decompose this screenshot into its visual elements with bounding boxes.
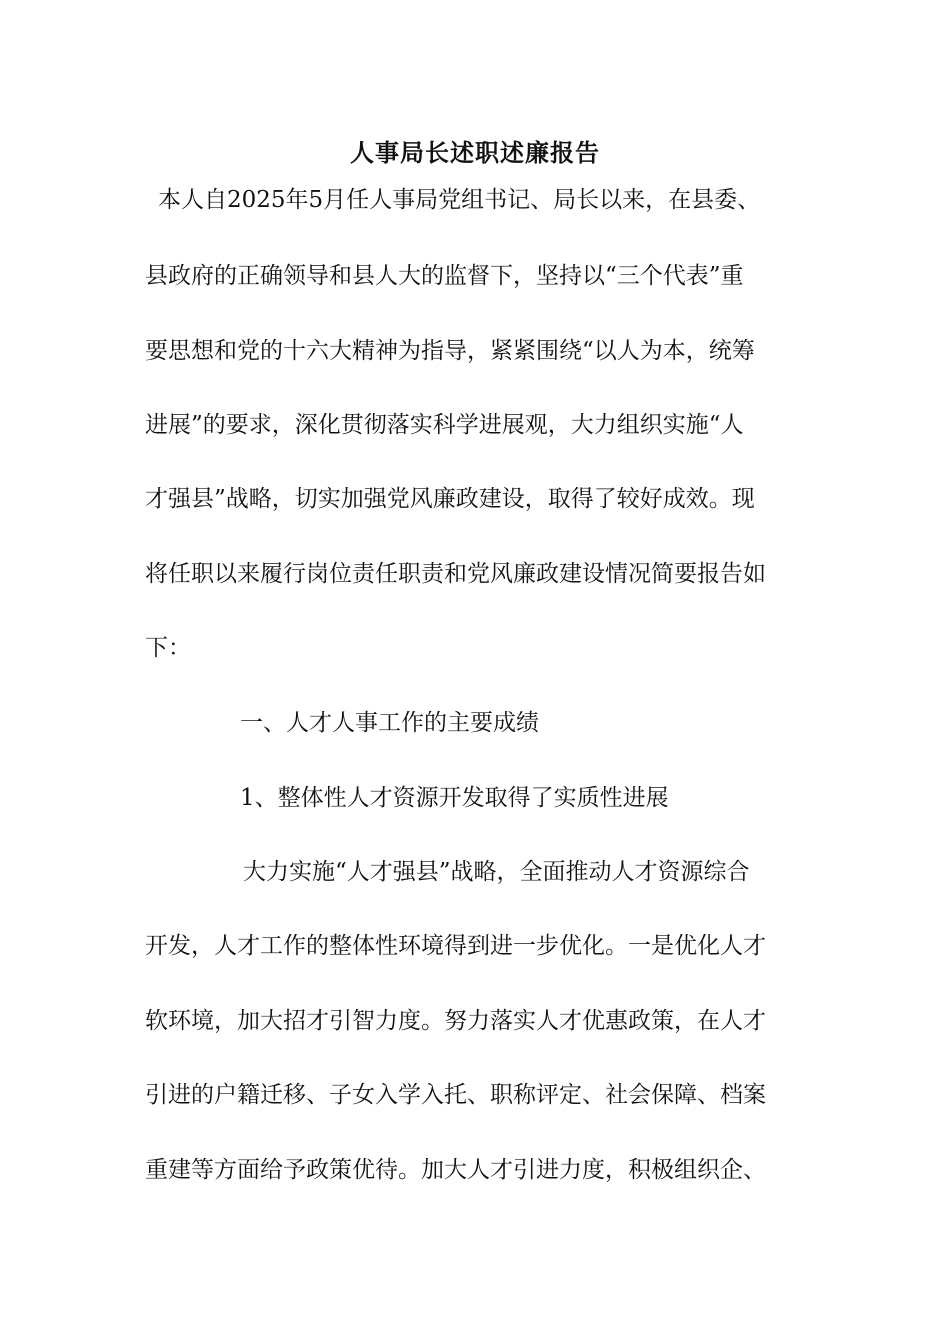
paragraph-line-2: 开发，人才工作的整体性环境得到进一步优化。一是优化人才 bbox=[145, 933, 766, 959]
intro-line-2: 县政府的正确领导和县人大的监督下，坚持以“三个代表”重 bbox=[145, 263, 744, 289]
section-heading: 一、人才人事工作的主要成绩 bbox=[240, 710, 539, 736]
intro-line-5: 才强县”战略，切实加强党风廉政建设，取得了较好成效。现 bbox=[145, 486, 755, 512]
document-title: 人事局长述职述廉报告 bbox=[350, 138, 600, 167]
intro-line-1: 本人自2025年5月任人事局党组书记、局长以来，在县委、 bbox=[158, 187, 761, 213]
paragraph-line-5: 重建等方面给予政策优待。加大人才引进力度，积极组织企、 bbox=[145, 1157, 766, 1183]
paragraph-line-3: 软环境，加大招才引智力度。努力落实人才优惠政策，在人才 bbox=[145, 1008, 766, 1034]
subsection-heading: 1、整体性人才资源开发取得了实质性进展 bbox=[240, 785, 669, 811]
paragraph-line-1: 大力实施“人才强县”战略，全面推动人才资源综合 bbox=[243, 859, 750, 885]
paragraph-line-4: 引进的户籍迁移、子女入学入托、职称评定、社会保障、档案 bbox=[145, 1082, 766, 1108]
intro-line-7: 下： bbox=[145, 635, 191, 661]
intro-line-3: 要思想和党的十六大精神为指导，紧紧围绕“以人为本，统筹 bbox=[145, 338, 755, 364]
intro-line-6: 将任职以来履行岗位责任职责和党风廉政建设情况简要报告如 bbox=[145, 561, 766, 587]
intro-line-4: 进展”的要求，深化贯彻落实科学进展观，大力组织实施“人 bbox=[145, 412, 744, 438]
